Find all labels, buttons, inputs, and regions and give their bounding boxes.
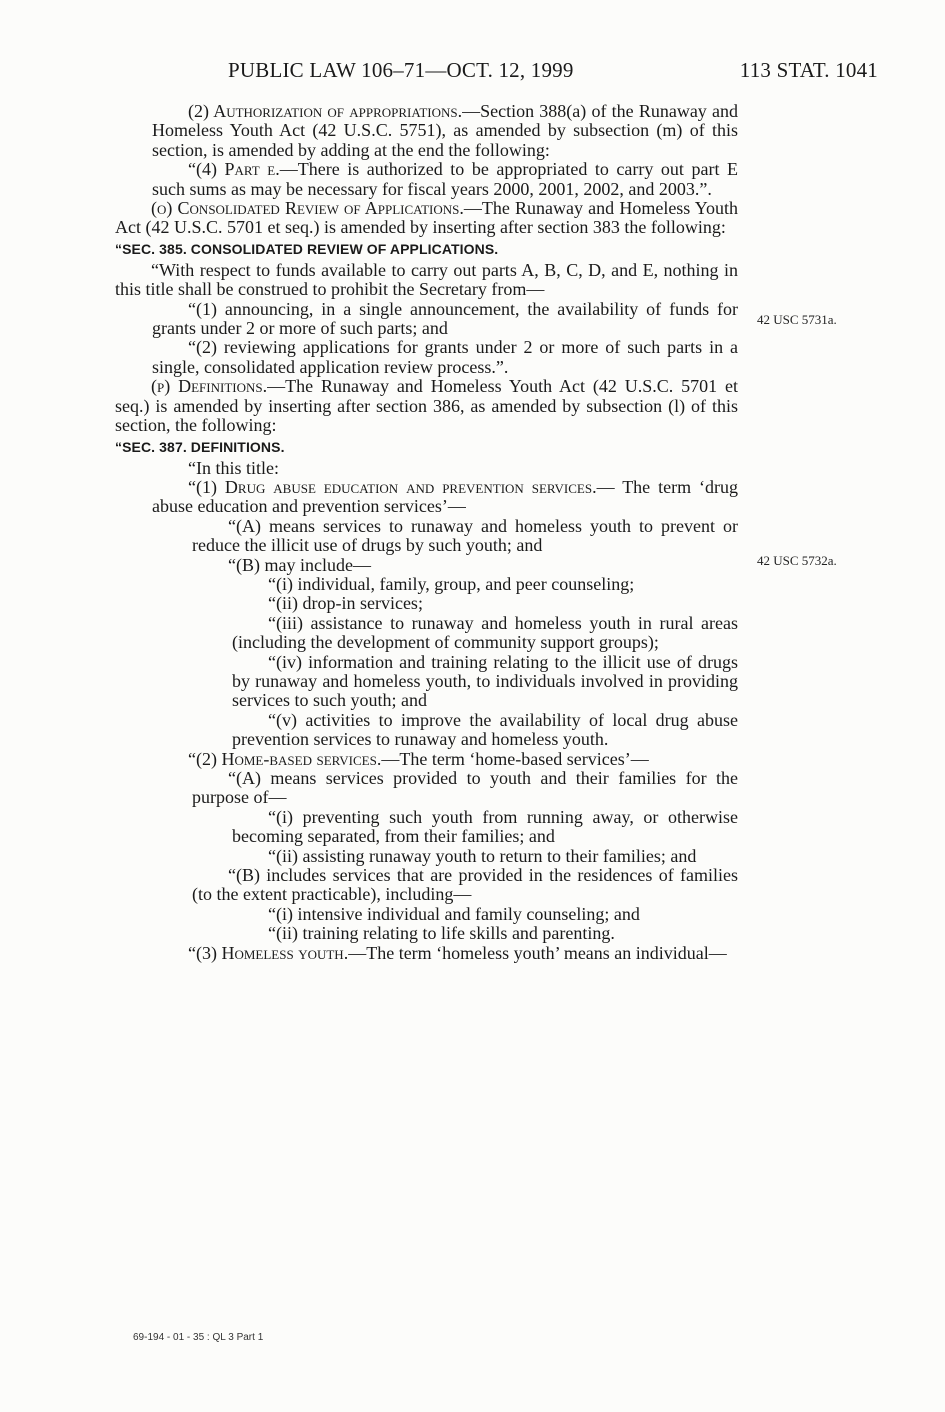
paragraph-text: —The term ‘homeless youth’ means an individual— [348,942,727,963]
paragraph-text: —Section 388(a) of the Runaway and Homeless Youth Act (42 U.S.C. 5751), as amended by subsection (m) of this section, is amended by adding at the end the following: [152,101,738,160]
run-in-heading: “(1) Drug abuse education and prevention services. [188,476,597,497]
run-in-heading: “(3) Homeless youth. [188,942,349,963]
law-title: PUBLIC LAW 106–71—OCT. 12, 1999 [228,58,574,82]
paragraph-sec385-item2: “(2) reviewing applications for grants under 2 or more of such parts in a single, consolidated application review process.”. [152,337,738,377]
definition-homeless-youth [152,944,738,963]
paragraph-text: —The Runaway and Homeless Youth Act (42 U.S.C. 5701 et seq.) is amended by inserting after section 386, as amended by subsection (l) of this section, the following: [115,376,738,436]
paragraph-text: —The Runaway and Homeless Youth Act (42 U.S.C. 5701 et seq.) is amended by inserting after section 383 the following: [115,198,738,238]
run-in-heading: “(2) Home-based services. [188,748,382,769]
paragraph-text: —There is authorized to be appropriated to carry out part E such sums as may be necessary for fiscal years 2000, 2001, 2002, and 2003.”. [152,159,738,199]
definition-item-b: “(B) may include— [228,554,371,575]
home-based-b-subitem-ii: “(ii) training relating to life skills and parenting. [268,923,615,944]
run-in-heading: (2) Authorization of appropriations. [188,101,463,121]
paragraph-in-this-title: “In this title: [188,457,279,478]
paragraph-part-e [152,160,738,199]
paragraph-authorization [152,102,738,160]
definition-subitem-ii: “(ii) drop-in services; [268,593,423,614]
paragraph-sec385-item1: “(1) announcing, in a single announcement, the availability of funds for grants under 2 or more of such parts; and [152,298,738,339]
home-based-b-subitem-i: “(i) intensive individual and family counseling; and [268,903,640,924]
home-based-subitem-i: “(i) preventing such youth from running away, or otherwise becoming separated, from their families; and [232,806,738,847]
home-based-item-b: “(B) includes services that are provided in the residences of families (to the extent practicable), including— [192,865,738,905]
definition-item-a: “(A) means services to runaway and homeless youth to prevent or reduce the illicit use of drugs by such youth; and [192,515,738,556]
definition-home-based [152,750,738,769]
definition-drug-abuse [152,478,738,517]
definition-subitem-i: “(i) individual, family, group, and peer counseling; [268,573,635,594]
definition-subitem-v: “(v) activities to improve the availability of local drug abuse prevention services to runaway and homeless youth. [232,709,738,750]
paragraph-consolidated-review [115,199,738,238]
run-in-heading: (p) Definitions. [151,376,268,397]
margin-citation-sec387: 42 USC 5732a. [757,553,837,568]
home-based-item-a: “(A) means services provided to youth and their families for the purpose of— [192,768,738,808]
paragraph-text: —The term ‘home-based services’— [381,748,649,769]
run-in-heading: “(4) Part e. [188,159,280,180]
paragraph-text: — The term ‘drug abuse education and prevention services’— [152,476,738,517]
section-387-heading: “SEC. 387. DEFINITIONS. [115,438,285,455]
document-body [115,101,738,963]
margin-citation-sec385: 42 USC 5731a. [757,312,837,327]
definition-subitem-iv: “(iv) information and training relating to the illicit use of drugs by runaway and homeless youth, to individuals involved in providing services to such youth; and [232,651,738,711]
print-job-code: 69-194 - 01 - 35 : QL 3 Part 1 [133,1332,264,1343]
paragraph-definitions-amendment [115,377,738,435]
paragraph-sec385-intro: “With respect to funds available to carry out parts A, B, C, D, and E, nothing in this title shall be construed to prohibit the Secretary from— [115,259,738,300]
statute-page-number: 113 STAT. 1041 [739,58,878,82]
definition-subitem-iii: “(iii) assistance to runaway and homeless youth in rural areas (including the development of community support groups); [232,612,738,653]
home-based-subitem-ii: “(ii) assisting runaway youth to return to their families; and [268,845,697,866]
page-header [228,58,878,84]
section-385-heading: “SEC. 385. CONSOLIDATED REVIEW OF APPLICATIONS. [115,240,499,257]
run-in-heading: (o) Consolidated Review of Applications. [151,198,464,219]
